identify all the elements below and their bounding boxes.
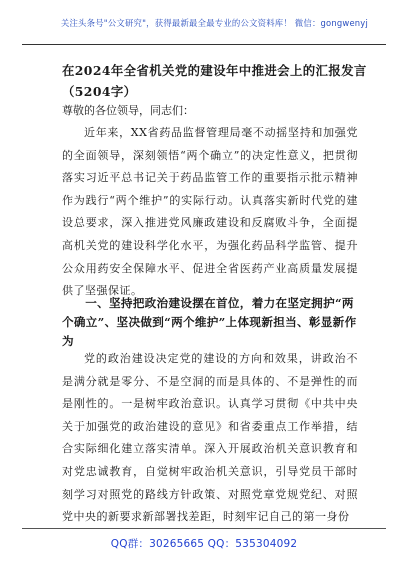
page-header <box>22 0 386 45</box>
section-paragraph: 党的政治建设决定党的建设的方向和效果，讲政治不是满分就是零分、不是空洞的而是具体的、不是弹性的而是刚性的。一是树牢政治意识。认真学习贯彻《中共中央关于加强党的政治建设的意见》和省委重点工作举措，结合实际细化建立落实清单。深入开展政治机关意识教育和对党忠诚教育，自觉树牢政治机关意识，引导党员干部时刻学习对照党的路线方针政策、对照党章党规党纪、对照党中央的新要求新部署找差距，时刻牢记自己的第一身份 <box>62 352 358 524</box>
header-banner: 关注头条号"公文研究"，获得最新最全最专业的公文资料库！ 微信：gongwenyj <box>60 18 368 28</box>
section-heading: 一、坚持把政治建设摆在首位，着力在坚定拥护“两个确立”、坚决做到“两个维护”上体现新担当、彰显新作为 <box>62 296 357 348</box>
salutation: 尊敬的各位领导，同志们： <box>62 104 194 117</box>
page-footer <box>22 528 386 581</box>
document-title: 在2024年全省机关党的建设年中推进会上的汇报发言（5204字） <box>62 63 367 99</box>
intro-paragraph: 近年来，XX省药品监督管理局毫不动摇坚持和加强党的全面领导，深刻领悟“两个确立”的决定性意义，把贯彻落实习近平总书记关于药品监管工作的重要指示批示精神作为践行“两个维护”的实际行动。认真落实新时代党的建设总要求，深入推进党风廉政建设和反腐败斗争，全面提高机关党的建设科学化水平，为强化药品科学监管、提升公众用药安全保障水平、促进全省医药产业高质量发展提供了坚强保证。 <box>62 126 358 298</box>
footer-contact: QQ群：30265665 QQ：535304092 <box>110 538 298 550</box>
